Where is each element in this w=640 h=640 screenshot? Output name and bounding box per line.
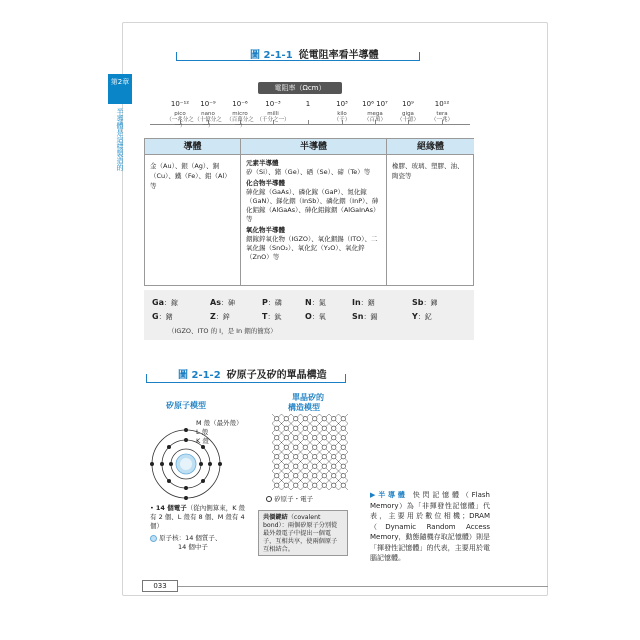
element-entry <box>352 298 375 308</box>
lattice-atom <box>303 464 307 468</box>
element-name: ：鎵 <box>163 299 178 307</box>
element-entry <box>412 298 438 308</box>
scale-unit: mega （百萬） <box>363 111 386 123</box>
lattice-atom <box>284 483 288 487</box>
lattice-atom <box>341 426 345 430</box>
element-symbol: G <box>152 312 159 321</box>
electron-l-6 <box>201 445 205 449</box>
figure2-rule-left <box>146 374 147 382</box>
lattice-atom <box>341 445 345 449</box>
lattice-atom <box>322 436 326 440</box>
lattice-atom <box>322 474 326 478</box>
lattice-atom <box>313 474 317 478</box>
electron-l-7 <box>167 479 171 483</box>
lattice-atom <box>332 436 336 440</box>
figure1-text: 從電阻率看半導體 <box>298 50 379 61</box>
element-symbol: Z <box>210 312 216 321</box>
element-symbol: O <box>305 312 312 321</box>
figure1-rule-left <box>176 52 177 60</box>
element-name: ：銻 <box>423 299 438 307</box>
electron-m-4 <box>218 462 222 466</box>
figure1-rule-right <box>419 52 420 60</box>
page-number: 033 <box>142 580 178 592</box>
nucleus-text-2: 14 個中子 <box>178 543 208 551</box>
element-entry <box>210 298 235 308</box>
scale-exponent: 1 <box>305 100 311 108</box>
chapter-tab <box>108 74 132 104</box>
element-name: ：氮 <box>311 299 326 307</box>
element-entry <box>152 312 173 322</box>
electron-bullet-text: （從內側算來，K 殼有 2 個、L 殼有 8 個、M 殼有 4 個） <box>150 504 246 530</box>
element-name: ：鍺 <box>158 313 173 321</box>
electron-l-1 <box>184 438 188 442</box>
element-name: ：磷 <box>267 299 282 307</box>
figure1-number: 圖 2-1-1 <box>250 50 293 61</box>
lattice-atom <box>275 483 279 487</box>
lattice-atom <box>275 426 279 430</box>
nucleus-bullet <box>150 534 250 552</box>
figure2-number: 圖 2-1-2 <box>178 370 221 381</box>
element-symbol: T <box>262 312 268 321</box>
scale-unit: kilo （千） <box>333 111 351 123</box>
side-note-text: 快閃記憶體（Flash Memory）為「非揮發性記憶體」代表，主要用於數位相機；DRAM（Dynamic Random Access Memory，動態隨機存取記憶體）則是「揮發性記憶體」的代表，主要用於電腦記憶體。 <box>370 491 490 562</box>
electron-bullet-bold: 14 個電子 <box>155 504 187 512</box>
lattice-atom <box>341 464 345 468</box>
silicon-atom-icon <box>266 496 272 502</box>
scale-exponent: 10⁻¹² <box>170 100 190 108</box>
lattice-atom <box>275 436 279 440</box>
covalent-bond-callout <box>258 510 348 556</box>
lattice-atom <box>313 464 317 468</box>
lattice-atom <box>294 474 298 478</box>
callout-bold: 共價鍵結 <box>263 514 288 521</box>
table-cell-semiconductor <box>241 155 387 286</box>
element-entry <box>412 312 432 322</box>
lattice-atom <box>322 455 326 459</box>
electron-l-2 <box>184 486 188 490</box>
element-note: （IGZO、ITO 的 I，是 In 銦的簡寫） <box>168 327 277 335</box>
semi-comp-text: 砷化鎵（GaAs）、磷化鎵（GaP）、氮化鎵（GaN）、銻化銦（InSb）、磷化銦（InP）、砷化鋁鎵（AlGaAs）、砷化鋁鎵銦（AlGaInAs）等 <box>246 188 380 223</box>
lattice-atom <box>322 464 326 468</box>
nucleus-core <box>180 458 192 470</box>
element-entry <box>152 298 178 308</box>
lattice-atom <box>303 417 307 421</box>
lattice-atom <box>303 426 307 430</box>
side-note-lead: ▶半導體 <box>370 491 408 499</box>
scale-unit: micro （百萬分之一） <box>226 111 254 129</box>
element-name: ：氧 <box>311 313 326 321</box>
scale-exponent: 10³ <box>336 100 348 108</box>
element-name: ：銦 <box>360 299 375 307</box>
element-name: ：砷 <box>220 299 235 307</box>
element-symbol: Sn <box>352 312 364 321</box>
scale-unit: tera （一兆） <box>430 111 453 123</box>
lattice-atom <box>275 455 279 459</box>
electron-l-8 <box>201 479 205 483</box>
table-header-conductor: 導體 <box>145 139 241 155</box>
element-symbol: Y <box>412 312 418 321</box>
lattice-atom <box>313 436 317 440</box>
lattice-atom <box>322 483 326 487</box>
lattice-atom <box>341 436 345 440</box>
lattice-atom <box>303 445 307 449</box>
conductor-text: 金（Au）、銀（Ag）、銅（Cu）、鐵（Fe）、鋁（Al）等 <box>150 162 231 190</box>
element-name: ：釔 <box>417 313 432 321</box>
chapter-title: 半導體是這樣製造的 <box>116 108 124 171</box>
chapter-tab-label: 第2章 <box>110 78 130 86</box>
scale-unit: pico （一兆分之一） <box>166 111 194 129</box>
side-note <box>370 490 490 564</box>
lattice-atom <box>313 445 317 449</box>
footer-line <box>178 586 548 587</box>
element-symbol: Ga <box>152 298 164 307</box>
label-l-shell: L 殼 <box>196 428 209 436</box>
electron-k-1 <box>169 462 173 466</box>
lattice-atom <box>275 445 279 449</box>
crystal-legend <box>266 494 313 503</box>
lattice-atom <box>322 426 326 430</box>
element-symbol: N <box>305 298 312 307</box>
electron-bullet: • 14 個電子（從內側算來，K 殼有 2 個、L 殼有 8 個、M 殼有 4 個） <box>150 504 246 530</box>
scale-unit: milli （千分之一） <box>256 111 290 123</box>
electron-l-4 <box>208 462 212 466</box>
scale-tick <box>308 120 309 124</box>
crystal-model-title-2: 構造模型 <box>288 403 320 412</box>
lattice-atom <box>284 445 288 449</box>
lattice-atom <box>294 455 298 459</box>
lattice-atom <box>284 417 288 421</box>
lattice-atom <box>284 474 288 478</box>
table-header-semiconductor: 半導體 <box>241 139 387 155</box>
lattice-atom <box>322 417 326 421</box>
element-entry <box>305 298 326 308</box>
lattice-atom <box>303 474 307 478</box>
element-entry <box>305 312 326 322</box>
callout-text: （covalent bond）：兩個矽原子分別從最外殼電子中提出一個電子，互相共享，使兩個原子互相結合。 <box>263 514 338 553</box>
element-name: ：鋅 <box>215 313 230 321</box>
lattice-atom <box>294 483 298 487</box>
lattice-atom <box>341 474 345 478</box>
lattice-atom <box>294 445 298 449</box>
table-cell-insulator <box>387 155 474 286</box>
electron-l-5 <box>167 445 171 449</box>
lattice-atom <box>332 426 336 430</box>
scale-exponent: 10⁹ <box>402 100 414 108</box>
lattice-atom <box>341 455 345 459</box>
electron-m-1 <box>184 428 188 432</box>
lattice-atom <box>313 417 317 421</box>
lattice-atom <box>322 445 326 449</box>
figure2-text: 矽原子及矽的單晶構造 <box>226 370 327 381</box>
semi-elem-text: 矽（Si）、鍺（Ge）、硒（Se）、碲（Te）等 <box>246 168 371 176</box>
figure2-title <box>178 366 327 381</box>
table-cell-conductor <box>145 155 241 286</box>
lattice-atom <box>313 483 317 487</box>
lattice-atom <box>284 464 288 468</box>
lattice-atom <box>275 417 279 421</box>
lattice-atom <box>275 464 279 468</box>
element-name: ：錫 <box>363 313 378 321</box>
lattice-atom <box>341 483 345 487</box>
scale-exponent: 10⁻⁶ <box>232 100 248 108</box>
element-symbol: Sb <box>412 298 424 307</box>
silicon-crystal-lattice <box>272 414 348 490</box>
electron-m-2 <box>184 496 188 500</box>
electron-m-3 <box>150 462 154 466</box>
element-name: ：鈦 <box>267 313 282 321</box>
lattice-atom <box>303 483 307 487</box>
scale-unit: nano （十億分之一） <box>194 111 222 129</box>
lattice-atom <box>303 436 307 440</box>
scale-exponent: 10⁻³ <box>265 100 281 108</box>
label-k-shell: K 殼 <box>196 437 209 445</box>
semi-comp-head: 化合物半導體 <box>246 179 285 187</box>
lattice-atom <box>332 417 336 421</box>
scale-exponent: 10⁻⁹ <box>200 100 216 108</box>
resistivity-label: 電阻率（Ωcm） <box>258 82 342 94</box>
lattice-atom <box>313 455 317 459</box>
label-m-shell: M 殼（最外殼） <box>196 419 243 427</box>
lattice-atom <box>332 455 336 459</box>
element-entry <box>262 298 282 308</box>
material-table <box>144 138 474 286</box>
nucleus-legend-icon <box>150 535 157 542</box>
scale-exponent: 10⁶ 10⁷ <box>362 100 388 108</box>
crystal-legend-text: 矽原子・電子 <box>274 495 314 503</box>
lattice-atom <box>341 417 345 421</box>
scale-unit: giga （十億） <box>396 111 419 123</box>
lattice-atom <box>284 455 288 459</box>
lattice-atom <box>294 464 298 468</box>
figure1-title <box>250 46 379 61</box>
lattice-atom <box>294 417 298 421</box>
lattice-atom <box>284 426 288 430</box>
figure2-title-rule <box>146 382 346 383</box>
semi-elem-head: 元素半導體 <box>246 159 279 167</box>
atom-model-title: 矽原子模型 <box>166 401 206 410</box>
lattice-atom <box>294 436 298 440</box>
semi-oxide-head: 氧化物半導體 <box>246 226 285 234</box>
lattice-atom <box>332 464 336 468</box>
table-header-insulator: 絕緣體 <box>387 139 474 155</box>
lattice-atom <box>332 474 336 478</box>
element-symbol: In <box>352 298 361 307</box>
lattice-atom <box>303 455 307 459</box>
element-symbol: As <box>210 298 221 307</box>
lattice-atom <box>332 483 336 487</box>
crystal-model-title-1: 單晶矽的 <box>292 393 324 402</box>
figure2-rule-right <box>345 374 346 382</box>
lattice-atom <box>294 426 298 430</box>
electron-l-3 <box>160 462 164 466</box>
element-symbol: P <box>262 298 268 307</box>
lattice-atom <box>284 436 288 440</box>
lattice-atom <box>332 445 336 449</box>
element-entry <box>352 312 377 322</box>
nucleus-text-1: 原子核：14 個質子、 <box>159 534 222 542</box>
lattice-atom <box>313 426 317 430</box>
electron-k-2 <box>199 462 203 466</box>
insulator-text: 橡膠、玻璃、塑膠、油、陶瓷等 <box>392 162 464 180</box>
semi-oxide-text: 銦鎵鋅氧化物（IGZO）、氧化銦錫（ITO）、二氧化錫（SnO₂）、氧化釔（Y₂O）、氧化鋅（ZnO）等 <box>246 235 378 261</box>
element-entry <box>210 312 230 322</box>
element-entry <box>262 312 281 322</box>
scale-exponent: 10¹² <box>434 100 450 108</box>
lattice-atom <box>275 474 279 478</box>
